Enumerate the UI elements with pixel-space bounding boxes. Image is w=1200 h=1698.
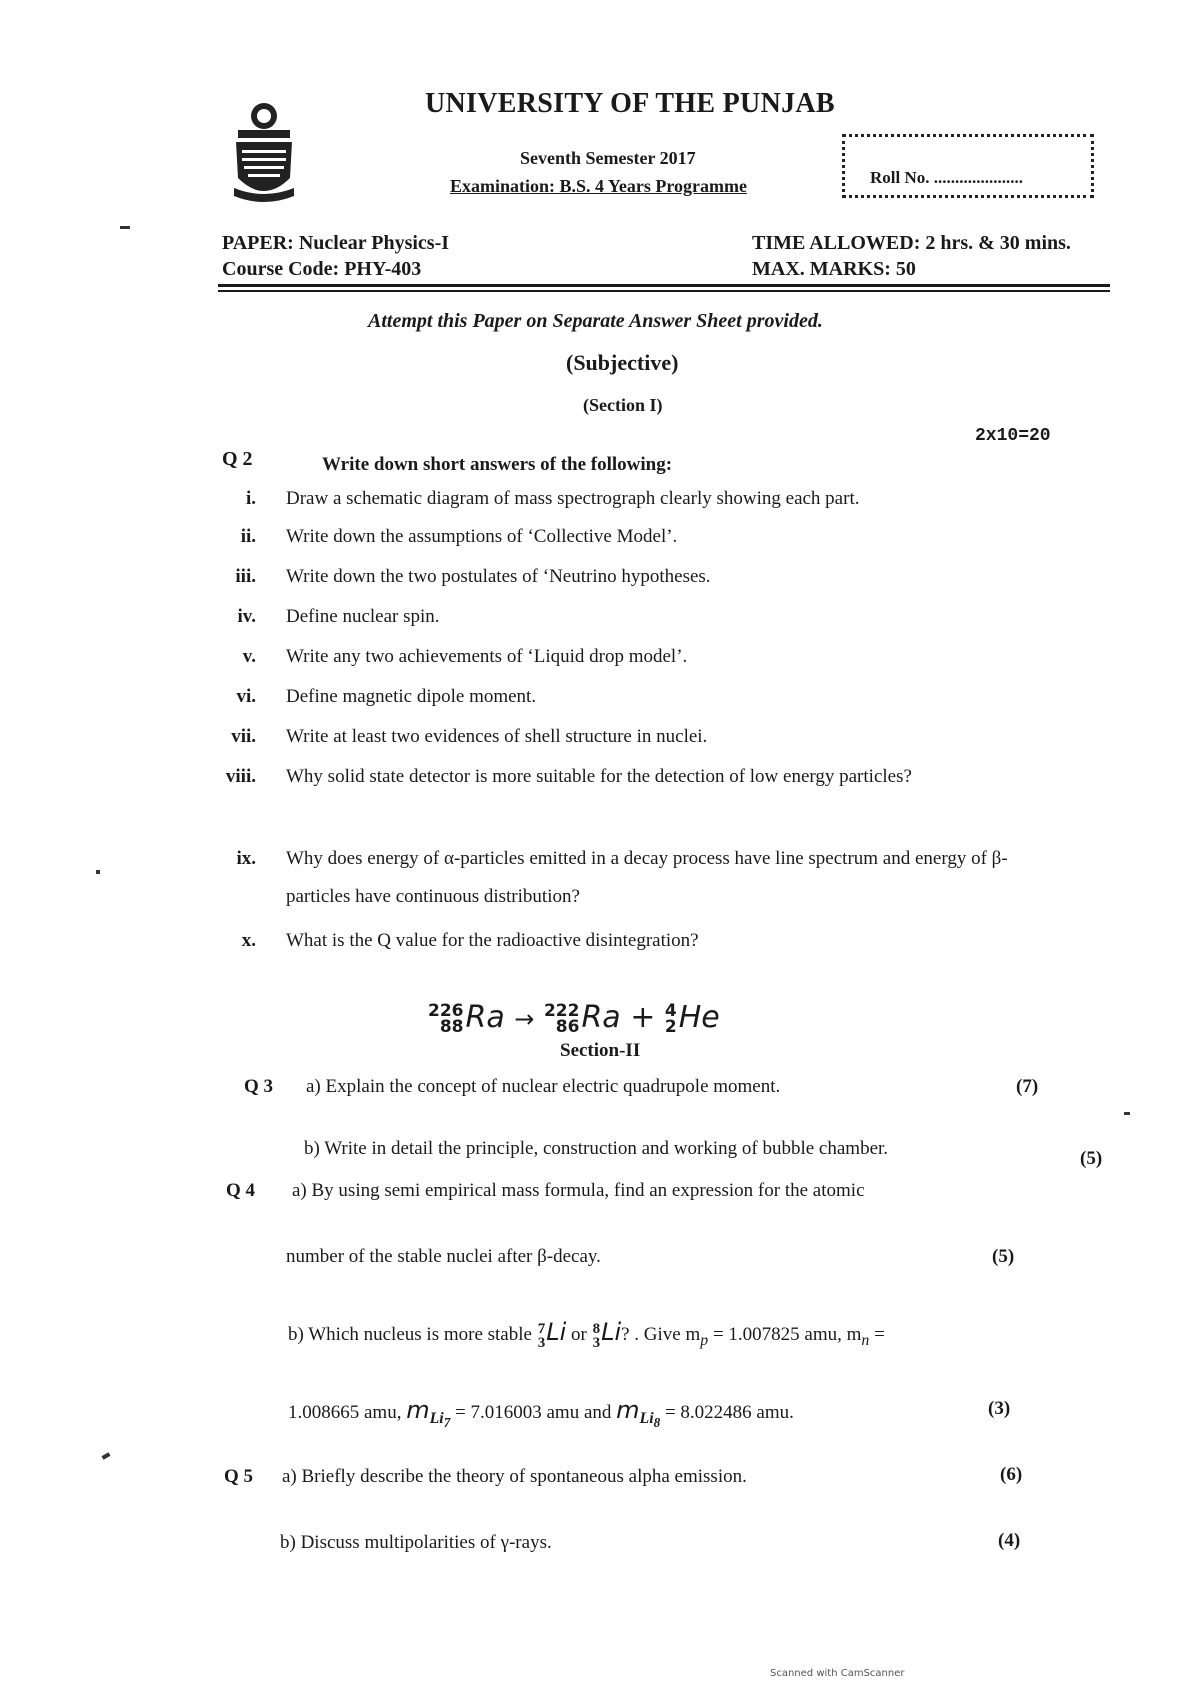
li7-nucleon-numbers: 7 3 [537,1320,546,1351]
short-question: Draw a schematic diagram of mass spectrograph clearly showing each part. [286,488,860,509]
examination-label: Examination: B.S. 4 Years Programme [450,176,747,196]
question-4a-line2: number of the stable nuclei after β-decay. [286,1246,601,1267]
scan-speck [102,1452,111,1459]
question-4-label: Q 4 [226,1180,256,1201]
short-question: Write down the assumptions of ‘Collective Model’. [286,526,678,547]
scanner-watermark: Scanned with CamScanner [770,1668,905,1679]
short-question: Define magnetic dipole moment. [286,686,537,707]
question-3a: a) Explain the concept of nuclear electric quadrupole moment. [306,1076,781,1097]
section-2-heading: Section-II [560,1040,641,1061]
course-code: Course Code: PHY-403 [222,258,422,280]
university-crest-logo [228,100,300,208]
question-5b-marks: (4) [998,1530,1021,1551]
question-3b: b) Write in detail the principle, construction and working of bubble chamber. [304,1138,889,1159]
roll-number-box [842,134,1094,198]
item-number: iv. [237,606,256,627]
question-4b-line2: 1.008665 amu, $m_{Li_7} = 7.016003$ amu and $m_{Li_8} = 8.022486$ amu. [288,1396,794,1430]
question-2-label: Q 2 [222,448,253,470]
semester-label: Seventh Semester 2017 [520,148,696,168]
section-1-heading: (Section I) [583,395,663,415]
li8-nucleon-numbers: 8 3 [592,1320,601,1351]
header-divider [218,284,1110,287]
question-3b-marks: (5) [1080,1148,1103,1169]
ra222-nucleon-numbers: 222 86 [543,1000,580,1037]
item-number: v. [242,646,256,667]
subjective-heading: (Subjective) [566,350,679,375]
item-number: vii. [231,726,256,747]
short-question: Write at least two evidences of shell structure in nuclei. [286,726,708,747]
university-title: UNIVERSITY OF THE PUNJAB [425,88,835,119]
section-1-marks: 2x10=20 [975,426,1051,446]
roll-number-label: Roll No. ..................... [870,168,1023,187]
question-4b-line1: b) Which nucleus is more stable 7 3 Li or 8 3 Li? . Give $m_p = 1.007825$ amu, $m_n$ = [288,1318,885,1351]
item-number: ix. [236,848,256,869]
short-question: Define nuclear spin. [286,606,440,627]
scan-speck [1124,1112,1130,1115]
scan-speck [96,870,100,874]
question-3a-marks: (7) [1016,1076,1039,1097]
short-question: Why solid state detector is more suitable for the detection of low energy particles? [286,766,912,787]
short-question: Why does energy of α-particles emitted in a decay process have line spectrum and energy of β-particles have continuous distribution? [286,848,1008,907]
item-number: i. [245,488,256,509]
question-3-label: Q 3 [244,1076,274,1097]
item-number: x. [241,930,256,951]
instructions: Attempt this Paper on Separate Answer Sheet provided. [368,310,823,332]
question-5b: b) Discuss multipolarities of γ-rays. [280,1532,552,1553]
item-number: iii. [235,566,256,587]
item-number: viii. [225,766,256,787]
time-allowed: TIME ALLOWED: 2 hrs. & 30 mins. [752,232,1071,254]
question-5a: a) Briefly describe the theory of spontaneous alpha emission. [282,1466,747,1487]
header-divider-thin [218,290,1110,292]
question-4b-marks: (3) [988,1398,1011,1419]
short-question: What is the Q value for the radioactive disintegration? [286,930,699,951]
question-4a-line1: a) By using semi empirical mass formula, find an expression for the atomic [292,1180,865,1201]
scan-speck [120,226,130,229]
question-2-text: Write down short answers of the following: [322,454,673,475]
max-marks: MAX. MARKS: 50 [752,258,916,280]
ra226-nucleon-numbers: 226 88 [428,1000,464,1037]
short-question: Write down the two postulates of ‘Neutrino hypotheses. [286,566,711,587]
short-question: Write any two achievements of ‘Liquid drop model’. [286,646,688,667]
question-4a-marks: (5) [992,1246,1015,1267]
item-number: vi. [236,686,256,707]
question-5-label: Q 5 [224,1466,254,1487]
he4-nucleon-numbers: 4 2 [664,1000,677,1037]
question-5a-marks: (6) [1000,1464,1023,1485]
item-number: ii. [240,526,256,547]
decay-equation: 226 88 Ra → 222 86 Ra + 4 2 He [428,1000,720,1037]
paper-name: PAPER: Nuclear Physics-I [222,232,450,254]
